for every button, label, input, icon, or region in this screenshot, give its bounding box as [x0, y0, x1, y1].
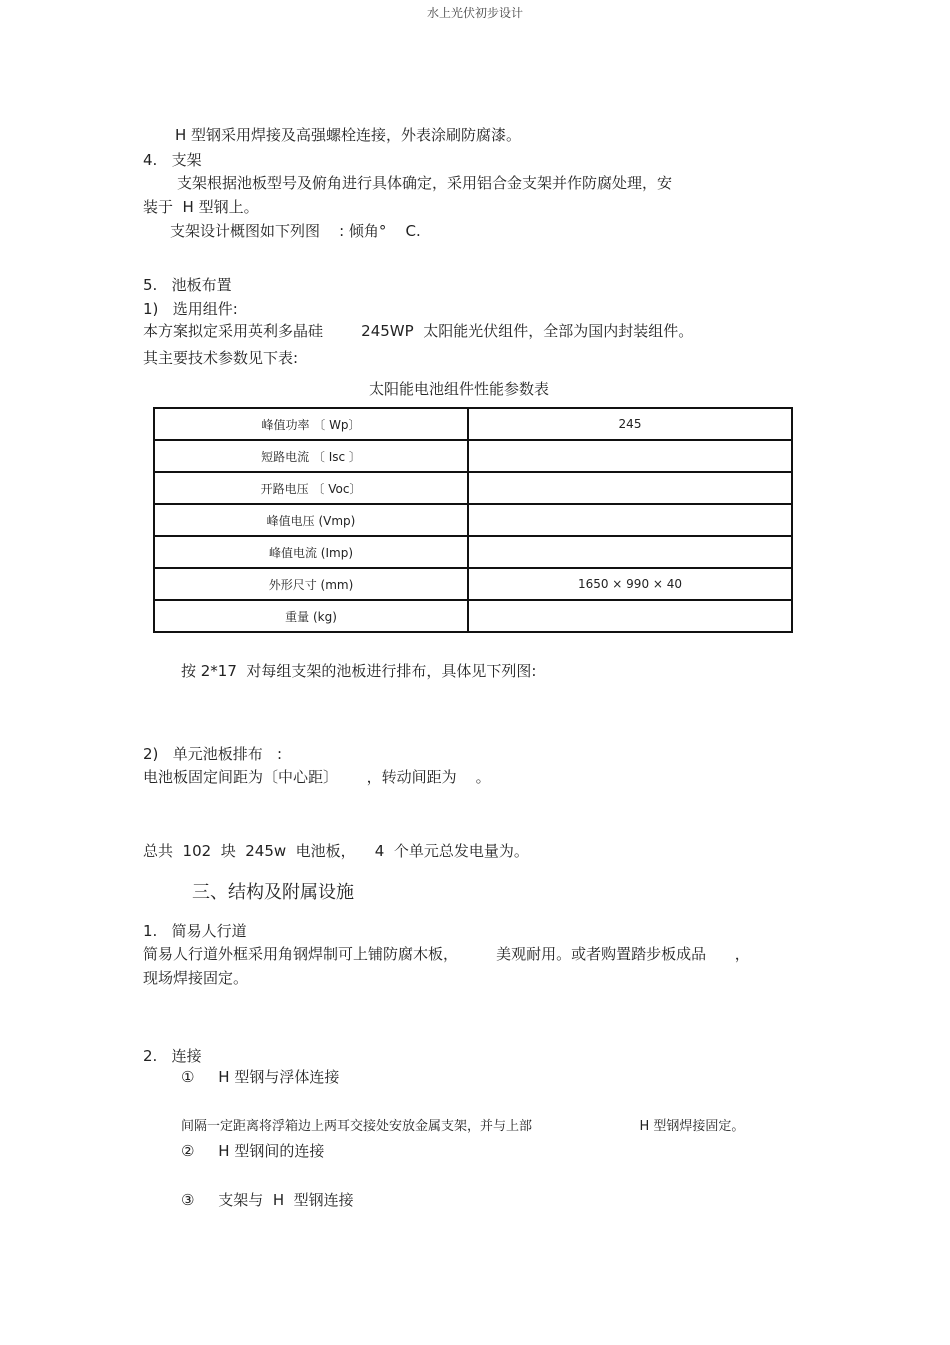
- value-cell: [468, 472, 792, 504]
- param-cell: 重量 (kg): [154, 600, 468, 632]
- section-heading: 2. 连接: [143, 1047, 202, 1065]
- param-cell: 峰值电压 (Vmp): [154, 504, 468, 536]
- subsection-heading: 2) 单元池板排布 :: [143, 745, 283, 763]
- table-row: [154, 568, 792, 600]
- paragraph: 本方案拟定采用英利多晶硅 245WP 太阳能光伏组件，全部为国内封装组件。: [143, 322, 694, 340]
- table-title: 太阳能电池组件性能参数表: [368, 380, 549, 398]
- table-row: [154, 536, 792, 568]
- table-row: [154, 408, 792, 440]
- paragraph: 简易人行道外框采用角钢焊制可上铺防腐木板， 美观耐用。或者购置踏步板成品 ，: [143, 945, 750, 963]
- param-cell: 短路电流 〔 Isc 〕: [154, 440, 468, 472]
- list-item: ③ 支架与 H 型钢连接: [181, 1191, 354, 1209]
- table-row: [154, 440, 792, 472]
- table-row: [154, 472, 792, 504]
- value-cell: [468, 536, 792, 568]
- value-cell: [468, 600, 792, 632]
- page-header: 水上光伏初步设计: [426, 6, 523, 20]
- subsection-heading: 1) 选用组件:: [143, 300, 238, 318]
- paragraph: 装于 H 型钢上。: [143, 198, 259, 216]
- paragraph: 支架设计概图如下列图 : 倾角° C.: [170, 222, 421, 240]
- list-item: ② H 型钢间的连接: [181, 1142, 325, 1160]
- param-cell: 峰值功率 〔 Wp〕: [154, 408, 468, 440]
- paragraph: 按 2*17 对每组支架的池板进行排布，具体见下列图:: [181, 662, 537, 680]
- section-heading: 1. 简易人行道: [143, 922, 247, 940]
- paragraph: 间隔一定距离将浮箱边上两耳交接处安放金属支架，并与上部 H 型钢焊接固定。: [181, 1119, 745, 1134]
- paragraph: 总共 102 块 245w 电池板， 4 个单元总发电量为。: [143, 842, 529, 860]
- param-cell: 峰值电流 (Imp): [154, 536, 468, 568]
- value-cell: [468, 440, 792, 472]
- value-cell: 1650 × 990 × 40: [468, 568, 792, 600]
- paragraph: H 型钢采用焊接及高强螺栓连接，外表涂刷防腐漆。: [175, 126, 522, 144]
- paragraph: 其主要技术参数见下表:: [143, 349, 299, 367]
- param-cell: 外形尺寸 (mm): [154, 568, 468, 600]
- section-heading: 4. 支架: [143, 151, 202, 169]
- chapter-heading: 三、结构及附属设施: [192, 882, 354, 903]
- section-heading: 5. 池板布置: [143, 276, 232, 294]
- table-row: [154, 600, 792, 632]
- paragraph: 现场焊接固定。: [143, 969, 249, 987]
- value-cell: 245: [468, 408, 792, 440]
- table-row: [154, 504, 792, 536]
- list-item: ① H 型钢与浮体连接: [181, 1068, 340, 1086]
- value-cell: [468, 504, 792, 536]
- paragraph: 电池板固定间距为〔中心距〕 ，转动间距为 。: [143, 768, 491, 786]
- spec-table: [153, 407, 793, 633]
- param-cell: 开路电压 〔 Voc〕: [154, 472, 468, 504]
- paragraph: 支架根据池板型号及俯角进行具体确定，采用铝合金支架并作防腐处理，安: [177, 174, 673, 192]
